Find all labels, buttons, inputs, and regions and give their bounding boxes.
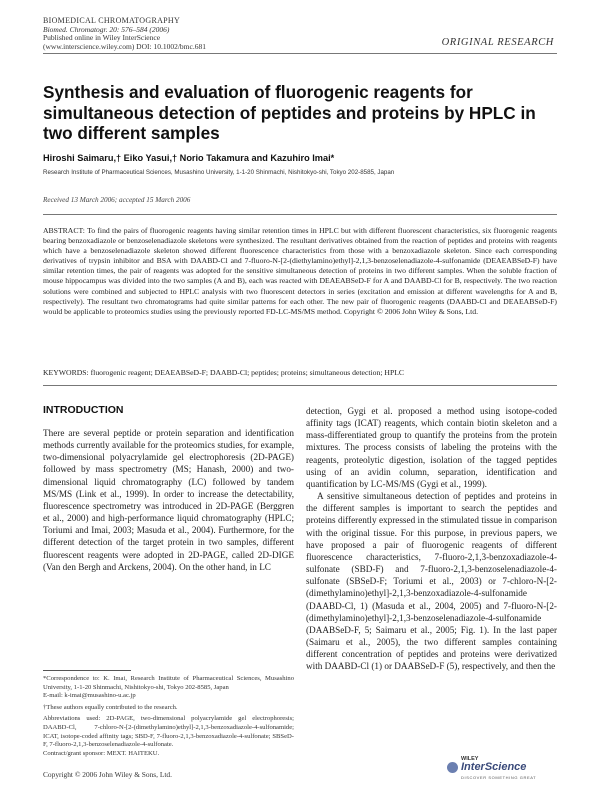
- received-dates: Received 13 March 2006; accepted 15 March 2006: [43, 196, 191, 204]
- article-title: Synthesis and evaluation of fluorogenic reagents for simultaneous detection of peptides and proteins by HPLC in two different samples: [43, 82, 536, 143]
- intro-right-column: [306, 405, 557, 672]
- intro-paragraph-1-cont: detection, Gygi et al. proposed a method using isotope-coded affinity tags (ICAT) reagents, which contain biotin skeleton and a mass-differentiated group to quantify the proteins from the protein mixtures. The process consists of labeling the proteins with the reagents, proteolytic digestion, isolation of the tagged peptides using of an avidin column, separation, identification and quantification by LC-MS/MS (Gygi et al., 1999).: [306, 406, 557, 489]
- grant-note: Contract/grant sponsor: MEXT. HAITEKU.: [43, 749, 160, 757]
- abstract: ABSTRACT: To find the pairs of fluorogenic reagents having similar retention times in HPLC but with different fluorescent characteristics, six fluorogenic reagents bearing benzoxadiazole or benzoselenadiazole skeletons were synthesized. The resultant derivatives obtained from the reaction of peptides and proteins with reagents which have a benzoselenadiazole skeleton showed different fluorescence characteristics from those with a benzoxadiazole skeleton. Since each corresponding derivatives of trypsin inhibitor and BSA with DAABD-Cl and 7-fluoro-N-[2-(diethylamino)ethyl]-2,1,3-benzoselenadiazole-4-sulfonamide (DEAEABSeD-F) have similar retention times, the pair of reagents was adopted for the sensitive simultaneous detection of proteins in two different samples. When the soluble fraction of mouse hippocampus was divided into the two samples (A and B), each was reacted with DEAEABSeD-F for A and DAABD-Cl for B, respectively. The two reaction solutions were combined and subjected to HPLC analysis with two fluorescent detectors in series (excitation and emission at different wavelengths for A and B, respectively). The resultant two chromatograms had quite similar patterns for each other. The new pair of fluorogenic reagents (DAABD-Cl and DEAEABSeD-F) would be applicable to proteomics studies using the previously reported FD-LC-MS/MS method. Copyright © 2006 John Wiley & Sons, Ltd.: [43, 226, 557, 316]
- wiley-interscience-logo: [447, 756, 557, 784]
- abstract-top-rule: [43, 214, 557, 215]
- logo-brand-text: InterScience: [461, 761, 527, 773]
- equal-contribution-note: †These authors equally contributed to the research.: [43, 703, 178, 711]
- author-list: Hiroshi Saimaru,† Eiko Yasui,† Norio Takamura and Kazuhiro Imai*: [43, 153, 335, 163]
- interscience-logo-icon: [447, 762, 458, 773]
- logo-wiley-text: WILEY: [461, 756, 479, 762]
- introduction-heading: INTRODUCTION: [43, 404, 124, 416]
- abstract-bottom-rule: [43, 385, 557, 386]
- keywords: KEYWORDS: fluorogenic reagent; DEAEABSeD-F; DAABD-Cl; peptides; proteins; simultaneous detection; HPLC: [43, 368, 405, 377]
- abbreviations-note: Abbreviations used: 2D-PAGE, two-dimensional polyacrylamide gel electrophoresis; DAABD-Cl, 7-chloro-N-[2-(dimethylamino)ethyl]-2,1,3-benzoxadiazole-4-sulfonamide; ICAT, isotope-coded affinity tags; SBD-F, 7-fluoro-2,1,3-benzoxadiazole-4-sulfonate; SBSeD-F, 7-fluoro-2,1,3-benzoselenadiazole-4-sulfonate.: [43, 715, 294, 749]
- journal-citation: Biomed. Chromatogr. 20: 576–584 (2006): [43, 24, 170, 34]
- intro-paragraph-2: A sensitive simultaneous detection of peptides and proteins in the different samples is important to search the peptides and proteins differently expressed in the stimulated tissue in comparison with the original tissue. For this purpose, in previous papers, we have proposed a pair of fluorogenic reagents of different fluorescence characteristics, 7-fluoro-2,1,3-benzoxadiazole-4-sulfonate (SBD-F) and 7-fluoro-2,1,3-benzoselenadiazole-4-sulfonate (SBSeD-F; Toriumi et al., 2003) or 7-chloro-N-[2-(dimethylamino)ethyl]-2,1,3-benzoxadiazole-4-sulfonamide (DAABD-Cl, 1) (Masuda et al., 2004, 2005) and 7-fluoro-N-[2-(dimethylamino)ethyl]-2,1,3-benzoselenadiazole-4-sulfonamide (DAABSeD-F, 5; Saimaru et al., 2005; Fig. 1). In the last paper (Saimaru et al., 2005), the two different samples containing different concentration of peptides and proteins were derivatized with DAABD-Cl (1) or DAABSeD-F (5), respectively, and then the: [306, 491, 557, 672]
- intro-left-column: [43, 427, 294, 573]
- journal-name: BIOMEDICAL CHROMATOGRAPHY: [43, 16, 181, 25]
- logo-tagline: DISCOVER SOMETHING GREAT: [461, 775, 537, 780]
- correspondence-note: *Correspondence to: K. Imai, Research Institute of Pharmaceutical Sciences, Musashino University, 1-1-20 Shinmachi, Nishitokyo-shi, Tokyo 202-8585, Japan: [43, 675, 294, 691]
- footnote-rule: [43, 670, 131, 671]
- email-note[interactable]: E-mail: k-imai@musashino-u.ac.jp: [43, 692, 136, 700]
- copyright-footer: Copyright © 2006 John Wiley & Sons, Ltd.: [43, 770, 172, 779]
- intro-paragraph-1: There are several peptide or protein separation and identification methods currently available for the proteomics studies, for example, two-dimensional polyacrylamide gel electrophoresis (2D-PAGE) followed by mass spectrometry (MS; Hanash, 2000) and two-dimensional liquid chromatography (LC) followed by tandem MS/MS (Link et al., 1999). In order to increase the detectability, fluorescence spectrometry was introduced in 2D-PAGE (Berggren et al., 2000) and high-performance liquid chromatography (HPLC; Toriumi and Imai, 2003; Masuda et al., 2004). Furthermore, for the different detection of the target protein in two samples, different fluorescent reagents were adopted in 2D-PAGE, called 2D-DIGE (Van den Bergh and Arckens, 2004). On the other hand, in LC: [43, 428, 294, 572]
- published-online: Published online in Wiley InterScience: [43, 33, 161, 43]
- doi-line[interactable]: (www.interscience.wiley.com) DOI: 10.1002/bmc.681: [43, 41, 206, 51]
- affiliation: Research Institute of Pharmaceutical Sciences, Musashino University, 1-1-20 Shinmachi, Nishitokyo-shi, Tokyo 202-8585, Japan: [43, 169, 395, 176]
- section-label: ORIGINAL RESEARCH: [441, 37, 554, 48]
- journal-header: [43, 17, 206, 51]
- header-rule: [43, 53, 557, 54]
- footnotes: [43, 675, 294, 758]
